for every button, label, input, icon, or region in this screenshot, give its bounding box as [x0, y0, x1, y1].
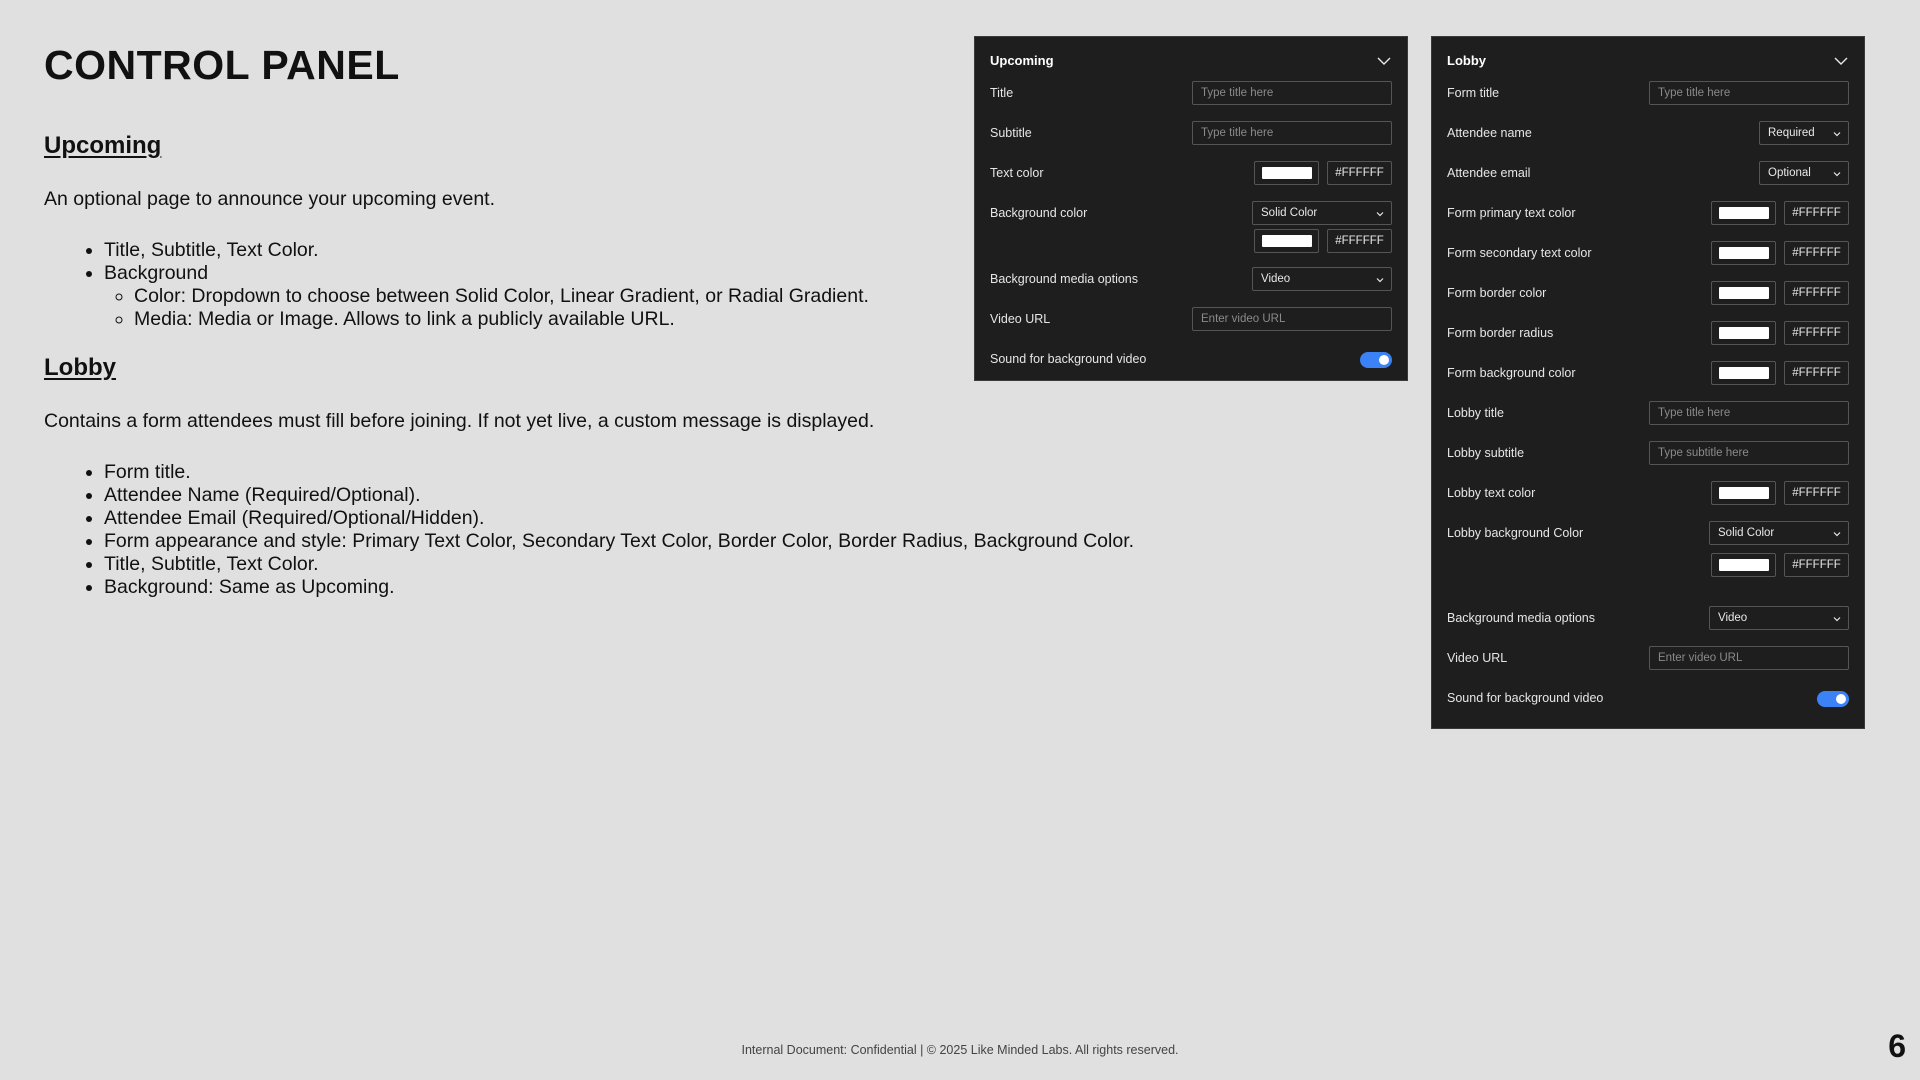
border-color-hex[interactable]: #FFFFFF: [1784, 281, 1849, 305]
bullet-list-upcoming: [44, 239, 869, 331]
primary-text-color-swatch[interactable]: [1711, 201, 1776, 225]
panel-title: Upcoming: [990, 53, 1054, 68]
select-value: Video: [1261, 273, 1291, 285]
border-radius-hex[interactable]: #FFFFFF: [1784, 321, 1849, 345]
attendee-name-select[interactable]: [1759, 121, 1849, 145]
lobby-text-color-swatch[interactable]: [1711, 481, 1776, 505]
list-item: • Form title.: [104, 461, 1134, 484]
lobby-text-color-hex[interactable]: #FFFFFF: [1784, 481, 1849, 505]
subtitle-row: [990, 119, 1392, 147]
bullet-list-lobby: [44, 461, 1134, 599]
page-title: CONTROL PANEL: [44, 42, 400, 88]
form-background-color-swatch[interactable]: [1711, 361, 1776, 385]
border-radius-swatch[interactable]: [1711, 321, 1776, 345]
swatch-fill: [1719, 327, 1769, 339]
sound-row: [990, 345, 1392, 373]
background-media-row: [990, 265, 1392, 293]
subtitle-label: Subtitle: [990, 126, 1032, 140]
lobby-subtitle-input[interactable]: [1649, 441, 1849, 465]
chevron-down-icon[interactable]: [1833, 53, 1849, 69]
border-color-row: [1447, 279, 1849, 307]
swatch-fill: [1719, 247, 1769, 259]
list-item: • Background: Same as Upcoming.: [104, 576, 1134, 599]
form-background-color-row: [1447, 359, 1849, 387]
select-value: Optional: [1768, 167, 1811, 179]
attendee-email-label: Attendee email: [1447, 166, 1531, 180]
select-value: Video: [1718, 612, 1748, 624]
swatch-fill: [1262, 167, 1312, 179]
video-url-input[interactable]: [1192, 307, 1392, 331]
border-radius-row: [1447, 319, 1849, 347]
background-type-select[interactable]: [1252, 201, 1392, 225]
list-item-text: Background: [104, 262, 209, 284]
list-item: • Title, Subtitle, Text Color.: [104, 553, 1134, 576]
chevron-down-icon: [1833, 170, 1841, 178]
lobby-background-type-select[interactable]: [1709, 521, 1849, 545]
text-color-label: Text color: [990, 166, 1044, 180]
swatch-fill: [1719, 367, 1769, 379]
form-background-color-hex[interactable]: #FFFFFF: [1784, 361, 1849, 385]
attendee-name-label: Attendee name: [1447, 126, 1532, 140]
chevron-down-icon[interactable]: [1376, 53, 1392, 69]
lobby-title-label: Lobby title: [1447, 406, 1504, 420]
background-media-select[interactable]: [1709, 606, 1849, 630]
background-media-select[interactable]: [1252, 267, 1392, 291]
background-color-swatch[interactable]: [1254, 229, 1319, 253]
list-item: ◦ Color: Dropdown to choose between Solid Color, Linear Gradient, or Radial Gradient.: [134, 285, 869, 308]
lobby-background-color-hex[interactable]: #FFFFFF: [1784, 553, 1849, 577]
section-description-lobby: Contains a form attendees must fill before joining. If not yet live, a custom message is displayed.: [44, 410, 875, 432]
background-color-hex[interactable]: #FFFFFF: [1327, 229, 1392, 253]
attendee-email-row: [1447, 159, 1849, 187]
form-title-label: Form title: [1447, 86, 1500, 100]
text-color-swatch[interactable]: [1254, 161, 1319, 185]
secondary-text-color-row: [1447, 239, 1849, 267]
chevron-down-icon: [1833, 615, 1841, 623]
lobby-background-color-row: [1447, 519, 1849, 547]
swatch-fill: [1719, 207, 1769, 219]
lobby-background-color-label: Lobby background Color: [1447, 526, 1584, 540]
sound-label: Sound for background video: [990, 352, 1147, 366]
swatch-fill: [1719, 487, 1769, 499]
swatch-fill: [1719, 559, 1769, 571]
page-number: 6: [1888, 1028, 1906, 1064]
section-description-upcoming: An optional page to announce your upcoming event.: [44, 188, 495, 210]
background-color-picker-row: [990, 227, 1392, 255]
sound-toggle[interactable]: [1817, 691, 1849, 707]
section-heading-lobby: Lobby: [44, 354, 116, 381]
list-item: [104, 262, 869, 331]
form-background-color-label: Form background color: [1447, 366, 1576, 380]
text-color-hex[interactable]: #FFFFFF: [1327, 161, 1392, 185]
primary-text-color-row: [1447, 199, 1849, 227]
lobby-background-color-picker-row: [1447, 551, 1849, 579]
background-color-row: [990, 199, 1392, 227]
video-url-row: [1447, 644, 1849, 672]
lobby-text-color-label: Lobby text color: [1447, 486, 1536, 500]
background-color-label: Background color: [990, 206, 1088, 220]
select-value: Required: [1768, 127, 1815, 139]
toggle-knob: [1836, 694, 1846, 704]
lobby-background-color-swatch[interactable]: [1711, 553, 1776, 577]
title-input[interactable]: [1192, 81, 1392, 105]
lobby-text-color-row: [1447, 479, 1849, 507]
lobby-title-input[interactable]: [1649, 401, 1849, 425]
sub-bullet-list: [104, 285, 869, 331]
panel-title: Lobby: [1447, 53, 1486, 68]
chevron-down-icon: [1376, 210, 1384, 218]
border-color-label: Form border color: [1447, 286, 1547, 300]
list-item: • Attendee Name (Required/Optional).: [104, 484, 1134, 507]
background-media-label: Background media options: [1447, 611, 1596, 625]
panel-header[interactable]: [1447, 51, 1849, 71]
swatch-fill: [1262, 235, 1312, 247]
upcoming-settings-panel: [974, 36, 1408, 381]
title-row: [990, 79, 1392, 107]
chevron-down-icon: [1376, 276, 1384, 284]
sound-row: [1447, 684, 1849, 712]
panel-header[interactable]: [990, 51, 1392, 71]
list-item: ◦ Media: Media or Image. Allows to link a publicly available URL.: [134, 308, 869, 331]
video-url-row: [990, 305, 1392, 333]
background-media-label: Background media options: [990, 272, 1139, 286]
list-item: • Attendee Email (Required/Optional/Hidden).: [104, 507, 1134, 530]
video-url-label: Video URL: [1447, 651, 1508, 665]
chevron-down-icon: [1833, 530, 1841, 538]
background-media-row: [1447, 604, 1849, 632]
lobby-subtitle-row: [1447, 439, 1849, 467]
section-heading-upcoming: Upcoming: [44, 132, 162, 159]
lobby-title-row: [1447, 399, 1849, 427]
secondary-text-color-label: Form secondary text color: [1447, 246, 1592, 260]
text-color-row: [990, 159, 1392, 187]
sound-toggle[interactable]: [1360, 352, 1392, 368]
border-radius-label: Form border radius: [1447, 326, 1554, 340]
title-label: Title: [990, 86, 1014, 100]
toggle-knob: [1379, 355, 1389, 365]
form-title-input[interactable]: [1649, 81, 1849, 105]
form-title-row: [1447, 79, 1849, 107]
select-value: Solid Color: [1261, 207, 1318, 219]
chevron-down-icon: [1833, 130, 1841, 138]
attendee-name-row: [1447, 119, 1849, 147]
video-url-label: Video URL: [990, 312, 1051, 326]
subtitle-input[interactable]: [1192, 121, 1392, 145]
primary-text-color-hex[interactable]: #FFFFFF: [1784, 201, 1849, 225]
list-item: • Form appearance and style: Primary Text Color, Secondary Text Color, Border Color, Border Radius, Background Color.: [104, 530, 1134, 553]
sound-label: Sound for background video: [1447, 691, 1604, 705]
secondary-text-color-swatch[interactable]: [1711, 241, 1776, 265]
footer-text: Internal Document: Confidential | © 2025 Like Minded Labs. All rights reserved.: [741, 1043, 1179, 1057]
primary-text-color-label: Form primary text color: [1447, 206, 1576, 220]
border-color-swatch[interactable]: [1711, 281, 1776, 305]
list-item: • Title, Subtitle, Text Color.: [104, 239, 869, 262]
lobby-subtitle-label: Lobby subtitle: [1447, 446, 1525, 460]
select-value: Solid Color: [1718, 527, 1775, 539]
swatch-fill: [1719, 287, 1769, 299]
attendee-email-select[interactable]: [1759, 161, 1849, 185]
secondary-text-color-hex[interactable]: #FFFFFF: [1784, 241, 1849, 265]
video-url-input[interactable]: [1649, 646, 1849, 670]
lobby-settings-panel: [1431, 36, 1865, 729]
